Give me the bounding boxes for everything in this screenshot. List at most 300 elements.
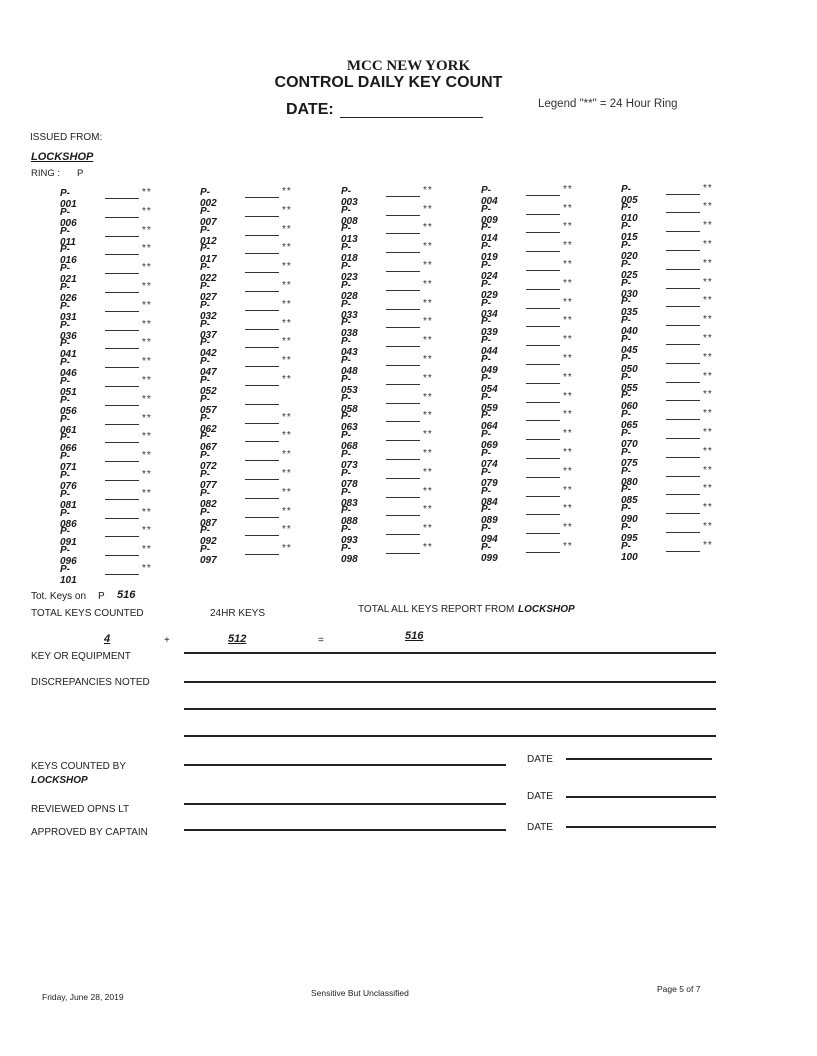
key-ring-marker: **	[703, 502, 713, 514]
key-ring-marker: **	[142, 393, 152, 405]
key-id: P-017	[200, 243, 217, 266]
key-count-line[interactable]	[245, 535, 279, 536]
key-id: P-101	[60, 564, 77, 586]
key-id: P-034	[481, 297, 498, 320]
date-line-2[interactable]	[566, 796, 716, 798]
key-count-line[interactable]	[666, 513, 700, 514]
key-ring-marker: **	[282, 505, 292, 517]
key-ring-marker: **	[423, 542, 433, 553]
key-count-line[interactable]	[526, 552, 560, 553]
total-all-keys-label: TOTAL ALL KEYS REPORT FROM	[358, 604, 515, 615]
key-id: P-021	[60, 263, 77, 286]
key-count-line[interactable]	[245, 460, 279, 461]
key-id: P-094	[481, 523, 498, 546]
key-count-line[interactable]	[526, 402, 560, 403]
key-count-line[interactable]	[386, 497, 420, 498]
key-count-line[interactable]	[386, 215, 420, 216]
key-id: P-078	[341, 467, 358, 490]
tot-keys-on-label: Tot. Keys on	[31, 591, 87, 602]
ring-label: RING :	[31, 168, 61, 179]
key-ring-marker: **	[142, 506, 152, 518]
key-ring-marker: **	[423, 466, 433, 478]
key-ring-marker: **	[563, 258, 573, 270]
key-ring-marker: **	[703, 314, 713, 326]
key-count-line[interactable]	[526, 458, 560, 459]
total-keys-value: 516	[405, 630, 424, 642]
key-id: P-055	[621, 371, 638, 394]
key-id: P-077	[200, 468, 217, 491]
key-count-line[interactable]	[526, 420, 560, 421]
key-count-line[interactable]	[245, 385, 279, 386]
key-ring-marker: **	[142, 224, 152, 236]
key-count-line[interactable]	[245, 329, 279, 330]
key-count-line[interactable]	[386, 421, 420, 422]
key-count-line[interactable]	[105, 367, 139, 368]
key-id: P-087	[200, 506, 217, 529]
key-count-line[interactable]	[386, 327, 420, 328]
key-ring-marker: **	[563, 183, 573, 195]
key-count-line[interactable]	[105, 254, 139, 255]
discrepancies-line-2[interactable]	[184, 708, 716, 710]
key-count-line[interactable]	[105, 292, 139, 293]
keys-counted-by-value: LOCKSHOP	[31, 775, 88, 786]
key-count-line[interactable]	[666, 231, 700, 232]
key-ring-marker: **	[423, 448, 433, 459]
key-count-line[interactable]	[526, 383, 560, 384]
key-ring-marker: **	[282, 261, 292, 273]
key-count-line[interactable]	[386, 553, 420, 554]
key-ring-marker: **	[142, 205, 152, 217]
key-id: P-080	[621, 465, 638, 488]
key-count-line[interactable]	[245, 253, 279, 254]
key-id: P-099	[481, 541, 498, 564]
key-id: P-027	[200, 280, 217, 303]
key-count-line[interactable]	[666, 344, 700, 345]
key-id: P-010	[621, 202, 638, 225]
key-ring-marker: **	[703, 427, 713, 438]
key-count-line[interactable]	[666, 532, 700, 533]
key-id: P-066	[60, 432, 77, 455]
key-count-line[interactable]	[245, 554, 279, 555]
key-ring-marker: **	[142, 187, 152, 198]
date-label-1: DATE	[527, 754, 553, 765]
key-id: P-065	[621, 409, 638, 432]
key-id: P-018	[341, 242, 358, 265]
key-ring-marker: **	[423, 260, 433, 271]
key-ring-marker: **	[563, 428, 573, 440]
key-id: P-070	[621, 428, 638, 450]
key-count-line[interactable]	[245, 498, 279, 499]
key-or-equipment-label: KEY OR EQUIPMENT	[31, 651, 131, 662]
key-count-line[interactable]	[245, 441, 279, 442]
reviewed-line[interactable]	[184, 803, 506, 805]
key-id: P-059	[481, 391, 498, 414]
key-ring-marker: **	[563, 522, 573, 534]
key-ring-marker: **	[142, 450, 152, 462]
key-id: P-053	[341, 373, 358, 396]
key-ring-marker: **	[703, 445, 713, 457]
key-id: P-064	[481, 410, 498, 433]
date-label: DATE:	[286, 101, 334, 118]
key-id: P-007	[200, 205, 217, 228]
key-count-line[interactable]	[245, 216, 279, 217]
key-id: P-013	[341, 223, 358, 246]
key-ring-marker: **	[423, 297, 433, 309]
key-id: P-046	[60, 357, 77, 380]
issued-from-value: LOCKSHOP	[31, 151, 94, 163]
key-count-line[interactable]	[245, 423, 279, 424]
equals-sign: =	[318, 635, 324, 646]
key-id: P-097	[200, 544, 217, 567]
key-id: P-009	[481, 203, 498, 226]
key-id: P-061	[60, 413, 77, 436]
key-ring-marker: **	[142, 431, 152, 443]
key-id: P-024	[481, 259, 498, 282]
key-ring-marker: **	[282, 204, 292, 216]
key-count-line[interactable]	[386, 290, 420, 291]
total-all-keys-source: LOCKSHOP	[518, 604, 575, 615]
key-count-line[interactable]	[105, 386, 139, 387]
key-count-line[interactable]	[526, 477, 560, 478]
key-id: P-008	[341, 204, 358, 227]
key-count-line[interactable]	[386, 233, 420, 234]
key-ring-marker: **	[563, 446, 573, 458]
key-ring-marker: **	[282, 223, 292, 235]
key-ring-marker: **	[423, 354, 433, 365]
date-label-2: DATE	[527, 791, 553, 802]
key-ring-marker: **	[563, 390, 573, 402]
key-count-line[interactable]	[386, 440, 420, 441]
legend: Legend "**" = 24 Hour Ring	[538, 98, 678, 110]
key-count-line[interactable]	[105, 348, 139, 349]
form-title: CONTROL DAILY KEY COUNT	[274, 74, 503, 91]
key-ring-marker: **	[703, 408, 713, 420]
key-count-line[interactable]	[666, 551, 700, 552]
key-id: P-003	[341, 185, 358, 208]
key-id: P-067	[200, 431, 217, 454]
key-count-line[interactable]	[105, 311, 139, 312]
approved-label: APPROVED BY CAPTAIN	[31, 827, 148, 838]
key-count-line[interactable]	[105, 330, 139, 331]
key-count-line[interactable]	[245, 347, 279, 348]
footer-date: Friday, June 28, 2019	[42, 992, 124, 1002]
key-ring-marker: **	[282, 524, 292, 536]
key-id: P-016	[60, 244, 77, 267]
key-id: P-049	[481, 353, 498, 376]
key-ring-marker: **	[423, 335, 433, 347]
key-count-line[interactable]	[666, 438, 700, 439]
reviewed-label: REVIEWED OPNS LT	[31, 804, 130, 815]
footer-classification: Sensitive But Unclassified	[311, 988, 409, 998]
key-count-line[interactable]	[105, 536, 139, 537]
tot-keys-on-value: 516	[117, 589, 136, 601]
key-count-line[interactable]	[666, 212, 700, 213]
plus-sign: +	[164, 635, 170, 646]
key-id: P-050	[621, 352, 638, 375]
key-ring-marker: **	[423, 485, 433, 497]
key-id: P-020	[621, 240, 638, 262]
key-count-line[interactable]	[245, 272, 279, 273]
key-id: P-093	[341, 524, 358, 547]
key-ring-marker: **	[703, 483, 713, 495]
key-id: P-038	[341, 317, 358, 340]
issued-from-label: ISSUED FROM:	[30, 132, 103, 143]
key-ring-marker: **	[142, 281, 152, 292]
key-id: P-030	[621, 277, 638, 300]
key-ring-marker: **	[703, 333, 713, 344]
key-id: P-081	[60, 488, 77, 511]
key-count-line[interactable]	[245, 517, 279, 518]
key-ring-marker: **	[142, 299, 152, 311]
key-count-line[interactable]	[666, 363, 700, 364]
key-count-line[interactable]	[245, 479, 279, 480]
key-ring-marker: **	[142, 375, 152, 386]
discrepancies-line-3[interactable]	[184, 735, 716, 737]
key-ring-marker: **	[703, 220, 713, 232]
keys-counted-by-label: KEYS COUNTED BY	[31, 761, 127, 772]
key-count-line[interactable]	[386, 309, 420, 310]
key-count-line[interactable]	[386, 403, 420, 404]
key-ring-marker: **	[563, 334, 573, 346]
key-ring-marker: **	[703, 182, 713, 194]
key-ring-marker: **	[142, 262, 152, 274]
key-id: P-037	[200, 318, 217, 341]
key-ring-marker: **	[563, 540, 573, 552]
key-count-line[interactable]	[105, 273, 139, 274]
date-field[interactable]	[340, 117, 483, 118]
key-count-line[interactable]	[526, 496, 560, 497]
key-count-line[interactable]	[386, 271, 420, 272]
key-id: P-072	[200, 450, 217, 473]
key-ring-marker: **	[563, 484, 573, 496]
key-count-line[interactable]	[386, 534, 420, 535]
key-count-line[interactable]	[526, 251, 560, 252]
key-ring-marker: **	[563, 315, 573, 327]
key-ring-marker: **	[423, 316, 433, 328]
key-ring-marker: **	[563, 296, 573, 308]
key-ring-marker: **	[563, 409, 573, 421]
key-id: P-047	[200, 356, 217, 379]
key-count-line[interactable]	[526, 270, 560, 271]
key-id: P-028	[341, 279, 358, 302]
key-ring-marker: **	[142, 412, 152, 424]
key-count-line[interactable]	[666, 419, 700, 420]
key-count-line[interactable]	[526, 289, 560, 290]
key-ring-marker: **	[282, 430, 292, 442]
key-id: P-058	[341, 392, 358, 415]
key-ring-marker: **	[282, 279, 292, 291]
key-count-line[interactable]	[386, 346, 420, 347]
approved-line[interactable]	[184, 829, 506, 831]
keys-counted-by-line[interactable]	[184, 764, 506, 766]
key-id: P-041	[60, 338, 77, 361]
key-id: P-060	[621, 390, 638, 413]
key-id: P-098	[341, 543, 358, 565]
key-count-line[interactable]	[666, 325, 700, 326]
key-count-line[interactable]	[526, 308, 560, 309]
key-count-line[interactable]	[386, 478, 420, 479]
key-id: P-083	[341, 486, 358, 509]
key-id: P-090	[621, 503, 638, 526]
key-or-equipment-line[interactable]	[184, 652, 716, 654]
total-keys-counted-label: TOTAL KEYS COUNTED	[31, 608, 144, 619]
key-count-line[interactable]	[105, 236, 139, 237]
key-id: P-039	[481, 316, 498, 339]
key-ring-marker: **	[423, 241, 433, 253]
key-count-line[interactable]	[666, 269, 700, 270]
key-id: P-040	[621, 315, 638, 338]
key-ring-marker: **	[142, 356, 152, 368]
discrepancies-line-1[interactable]	[184, 681, 716, 683]
key-count-line[interactable]	[245, 404, 279, 405]
key-id: P-054	[481, 372, 498, 395]
key-count-line[interactable]	[666, 288, 700, 289]
date-line-3[interactable]	[566, 826, 716, 828]
key-id: P-063	[341, 411, 358, 434]
key-count-line[interactable]	[526, 326, 560, 327]
key-count-line[interactable]	[105, 198, 139, 199]
key-ring-marker: **	[423, 184, 433, 196]
key-id: P-014	[481, 222, 498, 245]
key-count-line[interactable]	[386, 365, 420, 366]
key-count-line[interactable]	[105, 405, 139, 406]
key-count-line[interactable]	[386, 384, 420, 385]
key-count-line[interactable]	[526, 439, 560, 440]
key-ring-marker: **	[282, 185, 292, 197]
key-id: P-036	[60, 319, 77, 342]
key-count-line[interactable]	[666, 382, 700, 383]
ring-value: P	[77, 168, 84, 179]
key-ring-marker: **	[703, 370, 713, 382]
key-ring-marker: **	[282, 298, 292, 310]
key-count-line[interactable]	[245, 310, 279, 311]
key-count-line[interactable]	[526, 232, 560, 233]
key-ring-marker: **	[282, 486, 292, 498]
key-id: P-001	[60, 188, 77, 210]
key-id: P-005	[621, 183, 638, 206]
key-ring-marker: **	[703, 539, 713, 551]
key-ring-marker: **	[563, 465, 573, 477]
key-count-line[interactable]	[105, 499, 139, 500]
key-id: P-045	[621, 334, 638, 356]
key-ring-marker: **	[703, 239, 713, 250]
key-ring-marker: **	[282, 411, 292, 423]
key-ring-marker: **	[423, 278, 433, 290]
key-count-line[interactable]	[105, 442, 139, 443]
hr24-keys-label: 24HR KEYS	[210, 608, 266, 619]
key-id: P-089	[481, 504, 498, 527]
key-ring-marker: **	[423, 222, 433, 234]
key-count-line[interactable]	[666, 494, 700, 495]
key-id: P-057	[200, 393, 217, 416]
key-id: P-022	[200, 262, 217, 285]
facility-title: MCC NEW YORK	[346, 58, 471, 74]
key-count-line[interactable]	[526, 364, 560, 365]
key-count-line[interactable]	[666, 457, 700, 458]
key-ring-marker: **	[282, 242, 292, 254]
key-count-line[interactable]	[245, 291, 279, 292]
key-count-line[interactable]	[666, 250, 700, 251]
key-ring-marker: **	[423, 410, 433, 422]
key-ring-marker: **	[423, 372, 433, 384]
key-ring-marker: **	[703, 521, 713, 532]
key-count-line[interactable]	[666, 476, 700, 477]
key-ring-marker: **	[282, 543, 292, 555]
key-count-line[interactable]	[105, 555, 139, 556]
key-ring-marker: **	[282, 467, 292, 479]
key-count-line[interactable]	[526, 195, 560, 196]
key-count-line[interactable]	[526, 514, 560, 515]
key-ring-marker: **	[423, 203, 433, 215]
key-count-line[interactable]	[105, 574, 139, 575]
key-ring-marker: **	[142, 469, 152, 480]
key-count-line[interactable]	[386, 515, 420, 516]
key-ring-marker: **	[282, 373, 292, 385]
key-id: P-074	[481, 447, 498, 470]
key-ring-marker: **	[563, 202, 573, 214]
hr24-keys-value: 512	[228, 633, 247, 645]
key-id: P-076	[60, 470, 77, 492]
key-count-line[interactable]	[245, 366, 279, 367]
key-id: P-019	[481, 241, 498, 264]
key-count-line[interactable]	[666, 306, 700, 307]
key-id: P-073	[341, 449, 358, 471]
key-id: P-025	[621, 258, 638, 281]
key-count-line[interactable]	[245, 235, 279, 236]
key-count-line[interactable]	[105, 461, 139, 462]
key-ring-marker: **	[282, 449, 292, 461]
key-id: P-029	[481, 278, 498, 301]
key-ring-marker: **	[423, 523, 433, 535]
key-ring-marker: **	[142, 525, 152, 537]
tot-keys-on-ring: P	[98, 591, 105, 602]
key-count-line[interactable]	[386, 196, 420, 197]
key-count-line[interactable]	[245, 197, 279, 198]
key-count-line[interactable]	[666, 400, 700, 401]
key-count-line[interactable]	[666, 194, 700, 195]
key-id: P-085	[621, 484, 638, 507]
key-id: P-062	[200, 412, 217, 435]
date-line-1[interactable]	[566, 758, 712, 760]
key-ring-marker: **	[703, 295, 713, 307]
key-id: P-071	[60, 451, 77, 474]
key-ring-marker: **	[423, 429, 433, 441]
key-id: P-015	[621, 221, 638, 244]
key-count-line[interactable]	[105, 518, 139, 519]
key-ring-marker: **	[563, 240, 573, 252]
key-id: P-023	[341, 261, 358, 283]
key-count-line[interactable]	[386, 459, 420, 460]
key-count-line[interactable]	[526, 345, 560, 346]
key-count-line[interactable]	[105, 217, 139, 218]
key-id: P-091	[60, 526, 77, 549]
key-count-line[interactable]	[526, 214, 560, 215]
key-id: P-069	[481, 429, 498, 452]
key-ring-marker: **	[282, 355, 292, 367]
key-count-line[interactable]	[526, 533, 560, 534]
key-ring-marker: **	[142, 337, 152, 349]
key-ring-marker: **	[703, 389, 713, 401]
key-id: P-068	[341, 430, 358, 453]
key-id: P-033	[341, 298, 358, 321]
key-ring-marker: **	[563, 277, 573, 289]
key-count-line[interactable]	[105, 424, 139, 425]
key-id: P-079	[481, 466, 498, 489]
key-count-line[interactable]	[386, 252, 420, 253]
key-ring-marker: **	[142, 318, 152, 330]
key-ring-marker: **	[423, 504, 433, 516]
key-count-line[interactable]	[105, 480, 139, 481]
